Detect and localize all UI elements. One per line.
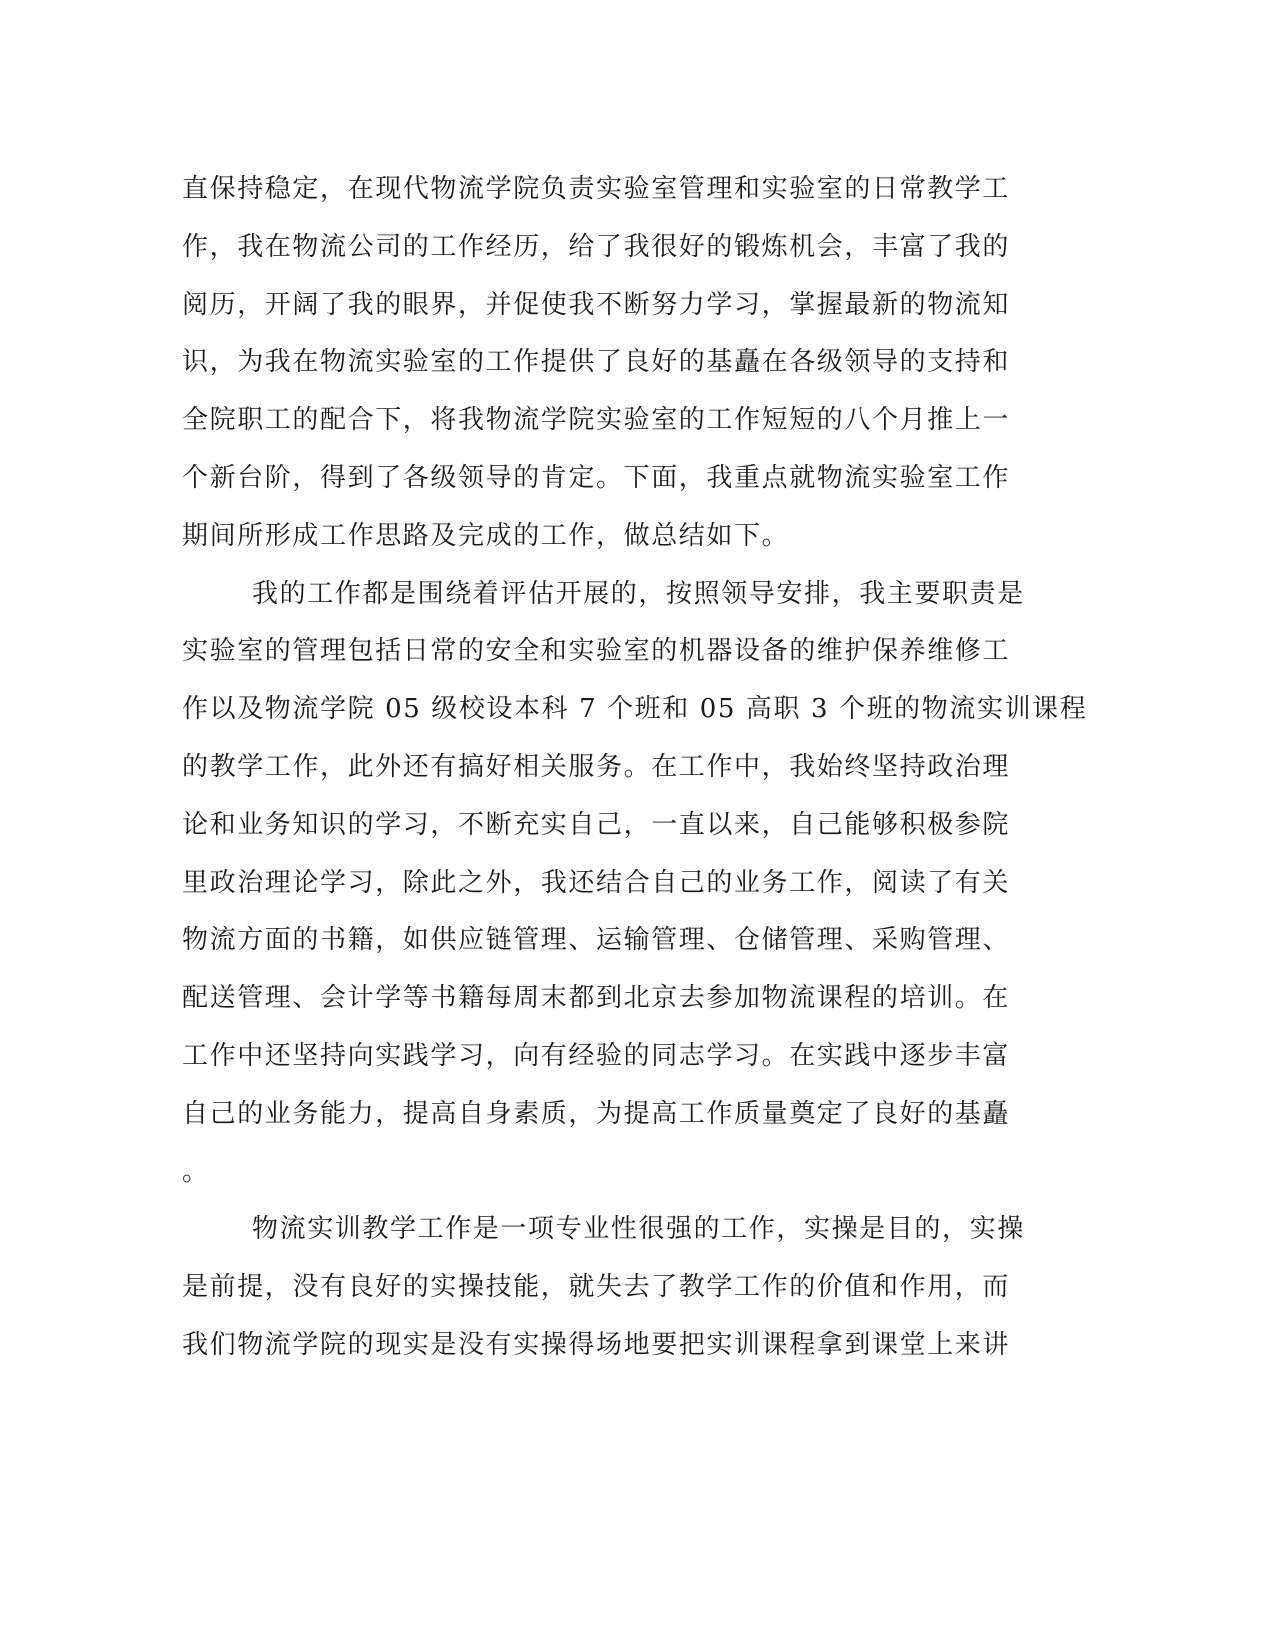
- text-line: 全院职工的配合下，将我物流学院实验室的工作短短的八个月推上一: [182, 405, 1011, 436]
- text-line: 的教学工作，此外还有搞好相关服务。在工作中，我始终坚持政治理: [182, 751, 1011, 782]
- text-line: 作，我在物流公司的工作经历，给了我很好的锻炼机会，丰富了我的: [182, 231, 1011, 262]
- text-line: 识，为我在物流实验室的工作提供了良好的基矗在各级领导的支持和: [182, 347, 1011, 378]
- text-line: 是前提，没有良好的实操技能，就失去了教学工作的价值和作用，而: [182, 1272, 1011, 1303]
- text-line: 。: [182, 1156, 210, 1187]
- text-line: 论和业务知识的学习，不断充实自己，一直以来，自己能够积极参院: [182, 809, 1011, 840]
- document-body: [182, 161, 1088, 1375]
- text-line: 实验室的管理包括日常的安全和实验室的机器设备的维护保养维修工: [182, 636, 1011, 667]
- text-line: 物流方面的书籍，如供应链管理、运输管理、仓储管理、采购管理、: [182, 925, 1011, 956]
- text-line: 工作中还坚持向实践学习，向有经验的同志学习。在实践中逐步丰富: [182, 1040, 1011, 1071]
- paragraph-first-line: 我的工作都是围绕着评估开展的，按照领导安排，我主要职责是: [252, 578, 1025, 609]
- text-line: 里政治理论学习，除此之外，我还结合自己的业务工作，阅读了有关: [182, 867, 1011, 898]
- text-line: 阅历，开阔了我的眼界，并促使我不断努力学习，掌握最新的物流知: [182, 289, 1011, 320]
- text-line: 自己的业务能力，提高自身素质，为提高工作质量奠定了良好的基矗: [182, 1098, 1011, 1129]
- text-line: 我们物流学院的现实是没有实操得场地要把实训课程拿到课堂上来讲: [182, 1329, 1011, 1360]
- text-line: 作以及物流学院 05 级校设本科 7 个班和 05 高职 3 个班的物流实训课程: [182, 694, 1088, 725]
- text-line: 直保持稳定，在现代物流学院负责实验室管理和实验室的日常教学工: [182, 174, 1011, 204]
- paragraph-first-line: 物流实训教学工作是一项专业性很强的工作，实操是目的，实操: [252, 1214, 1025, 1245]
- text-line: 配送管理、会计学等书籍每周末都到北京去参加物流课程的培训。在: [182, 983, 1011, 1014]
- text-line: 期间所形成工作思路及完成的工作，做总结如下。: [182, 520, 790, 551]
- text-line: 个新台阶，得到了各级领导的肯定。下面，我重点就物流实验室工作: [182, 462, 1011, 493]
